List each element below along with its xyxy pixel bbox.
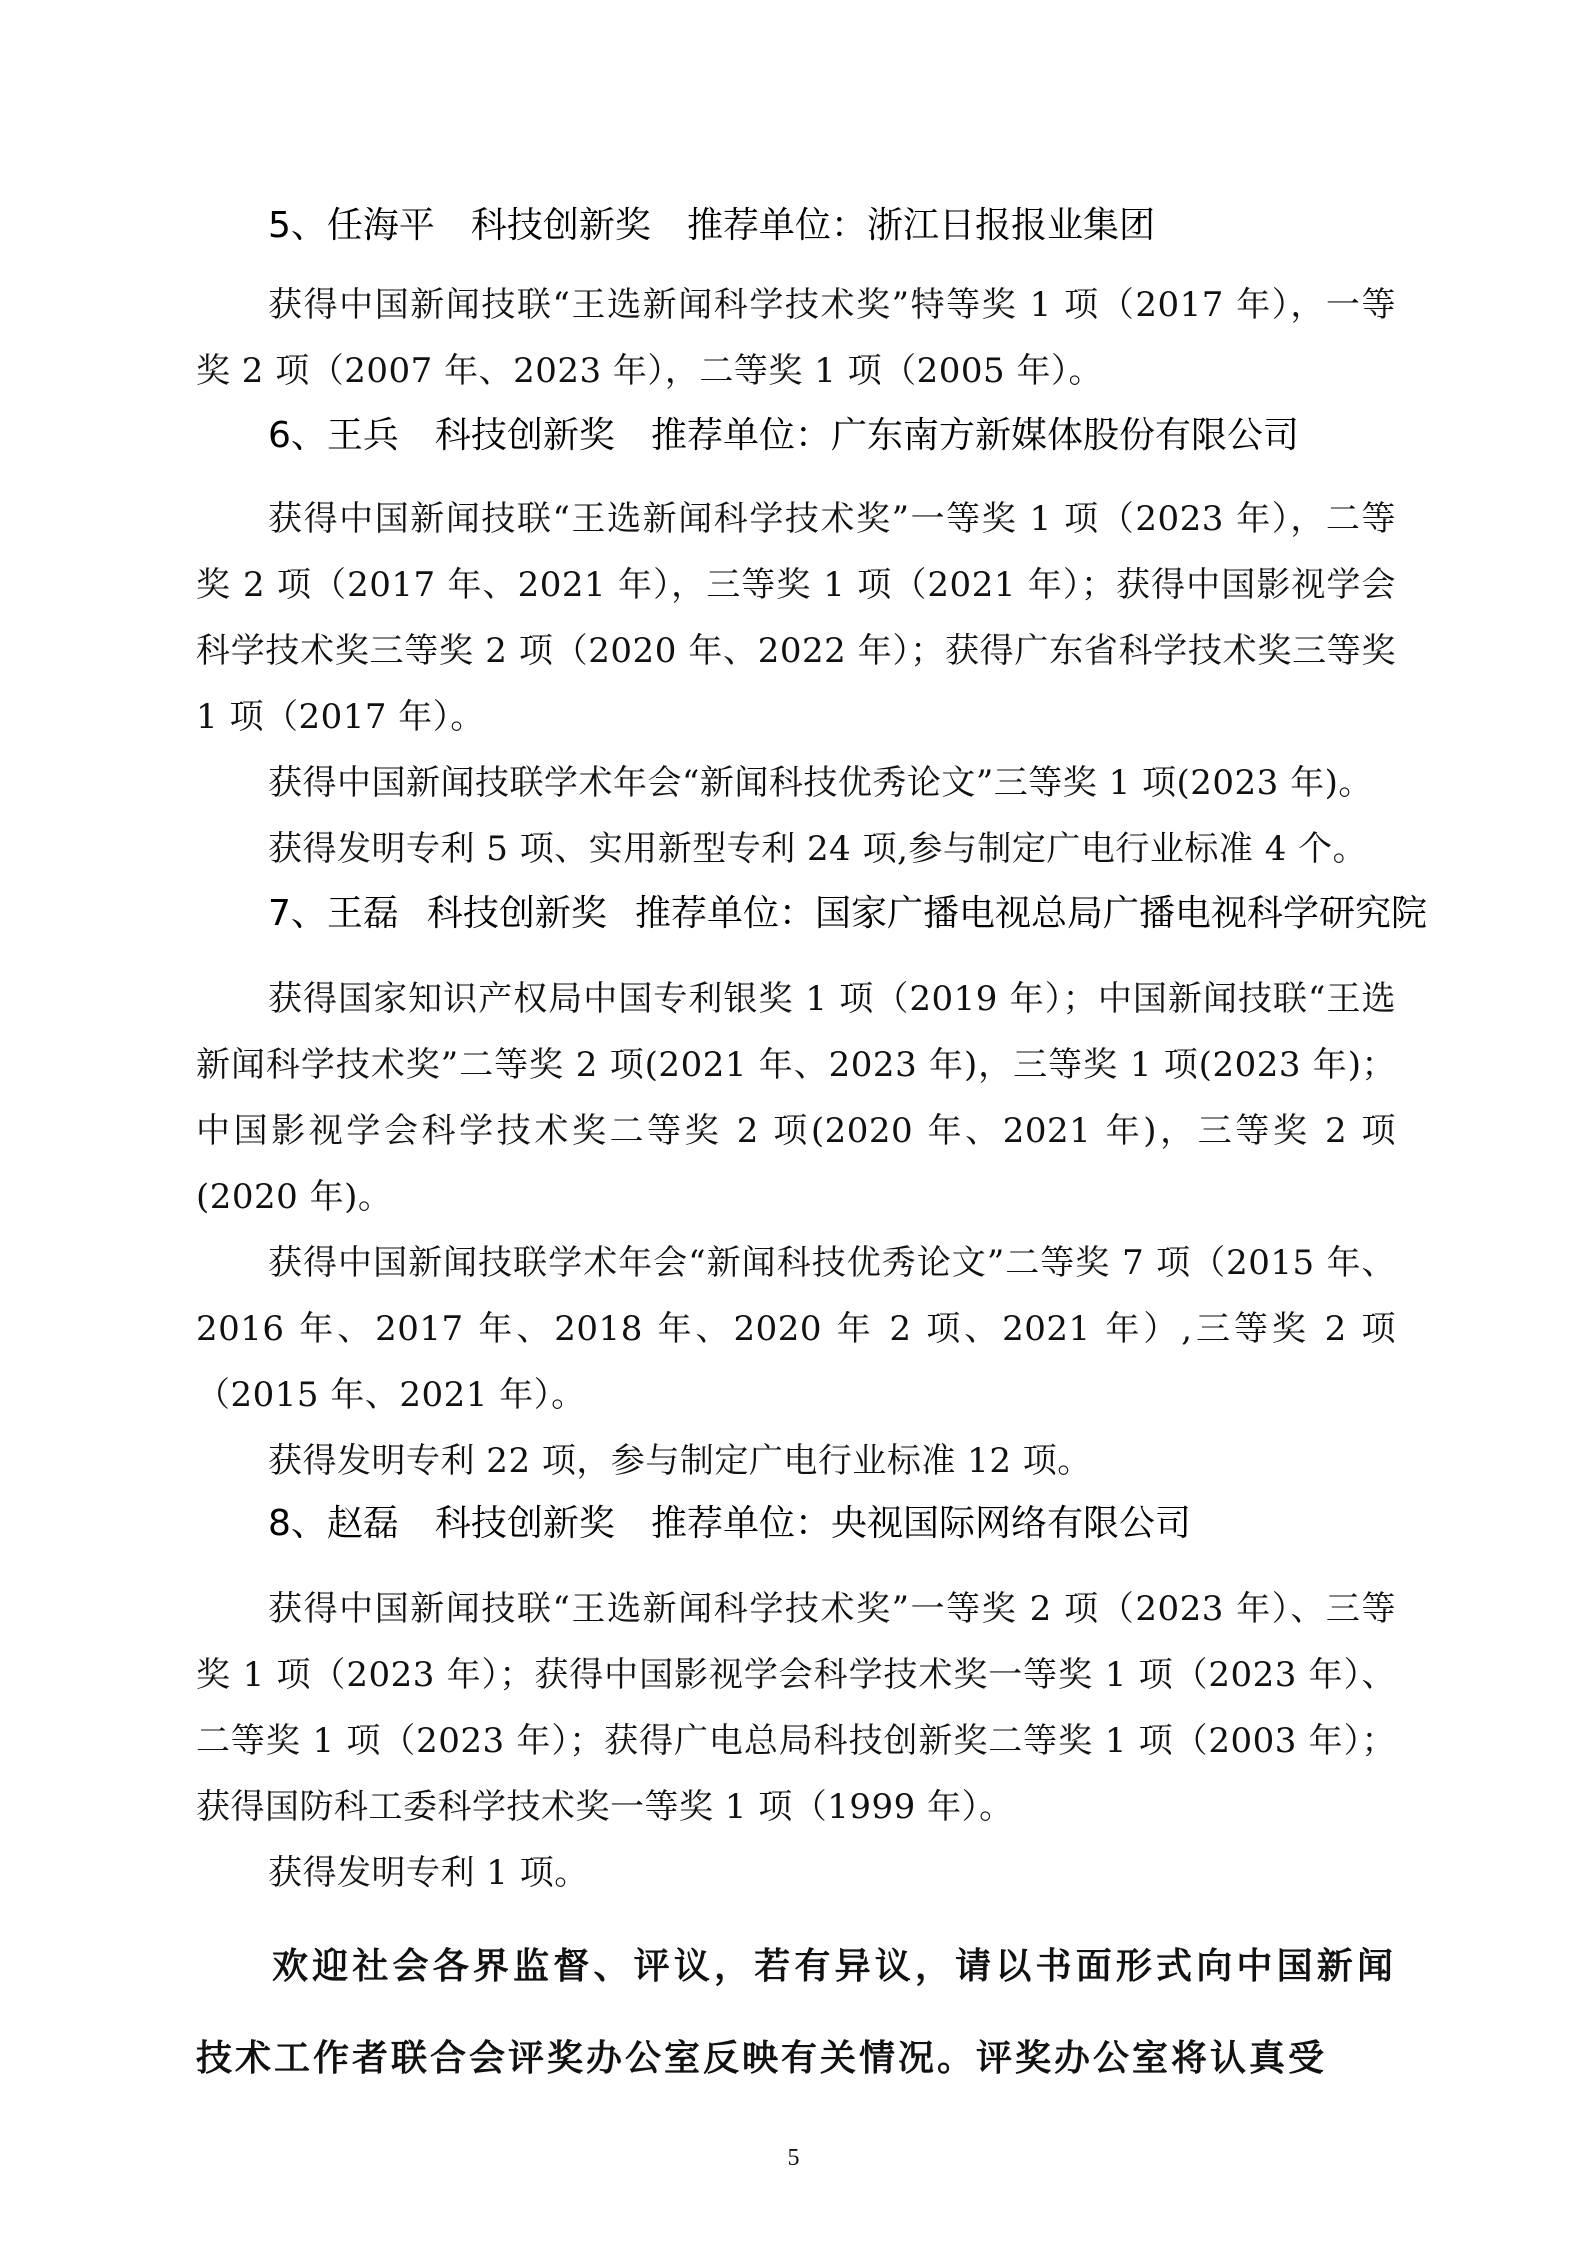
- entry-paragraph: 获得中国新闻技联“王选新闻科学技术奖”一等奖 2 项（2023 年）、三等奖 1 项（2023 年）；获得中国影视学会科学技术奖一等奖 1 项（2023 年）、二等奖 1 项（2023 年）；获得广电总局科技创新奖二等奖 1 项（2003 年）；获得国防科工委科学技术奖一等奖 1 项（1999 年）。: [196, 1589, 1396, 1827]
- entry-award: 科技创新奖: [470, 205, 651, 246]
- entry-paragraph: 获得发明专利 22 项，参与制定广电行业标准 12 项。: [268, 1441, 1092, 1481]
- entry-paragraph: 获得发明专利 1 项。: [268, 1853, 589, 1893]
- closing-statement: 欢迎社会各界监督、评议，若有异议，请以书面形式向中国新闻技术工作者联合会评奖办公室反映有关情况。评奖办公室将认真受: [196, 1945, 1396, 2079]
- entry-number: 8、: [268, 1503, 327, 1544]
- page-number: 5: [787, 2145, 800, 2171]
- entry-paragraph: 获得中国新闻技联学术年会“新闻科技优秀论文”二等奖 7 项（2015 年、2016 年、2017 年、2018 年、2020 年 2 项、2021 年）,三等奖 2 项（2015 年、2021 年）。: [196, 1243, 1396, 1415]
- entry-recommender: 推荐单位：国家广播电视总局广播电视科学研究院: [634, 893, 1427, 934]
- entry-paragraph: 获得中国新闻技联“王选新闻科学技术奖”特等奖 1 项（2017 年），一等奖 2 项（2007 年、2023 年），二等奖 1 项（2005 年）。: [196, 285, 1396, 391]
- entry-heading: [268, 892, 1427, 936]
- entry-paragraph: 获得国家知识产权局中国专利银奖 1 项（2019 年）；中国新闻技联“王选新闻科学技术奖”二等奖 2 项(2021 年、2023 年)，三等奖 1 项(2023 年)；中国影视学会科学技术奖二等奖 2 项(2020 年、2021 年)，三等奖 2 项(2020 年)。: [196, 979, 1396, 1217]
- entry-award: 科技创新奖: [434, 415, 615, 456]
- entry-number: 6、: [268, 415, 327, 456]
- entry-name: 王兵: [326, 415, 399, 456]
- entry-award: 科技创新奖: [426, 893, 607, 934]
- entry-paragraph: 获得发明专利 5 项、实用新型专利 24 项,参与制定广电行业标准 4 个。: [268, 829, 1368, 869]
- entry-heading: [268, 204, 1155, 248]
- entry-number: 5、: [268, 205, 327, 246]
- entry-recommender: 推荐单位：浙江日报报业集团: [686, 205, 1155, 246]
- entry-name: 任海平: [326, 205, 435, 246]
- entry-heading: [268, 1502, 1191, 1546]
- entry-recommender: 推荐单位：广东南方新媒体股份有限公司: [650, 415, 1299, 456]
- entry-name: 赵磊: [326, 1503, 399, 1544]
- entry-paragraph: 获得中国新闻技联学术年会“新闻科技优秀论文”三等奖 1 项(2023 年)。: [268, 763, 1373, 803]
- entry-number: 7、: [268, 893, 327, 934]
- entry-paragraph: 获得中国新闻技联“王选新闻科学技术奖”一等奖 1 项（2023 年），二等奖 2 项（2017 年、2021 年），三等奖 1 项（2021 年）；获得中国影视学会科学技术奖三等奖 2 项（2020 年、2022 年）；获得广东省科学技术奖三等奖 1 项（2017 年）。: [196, 499, 1396, 737]
- entry-heading: [268, 414, 1299, 458]
- entry-award: 科技创新奖: [434, 1503, 615, 1544]
- entry-name: 王磊: [326, 893, 399, 934]
- entry-recommender: 推荐单位：央视国际网络有限公司: [650, 1503, 1191, 1544]
